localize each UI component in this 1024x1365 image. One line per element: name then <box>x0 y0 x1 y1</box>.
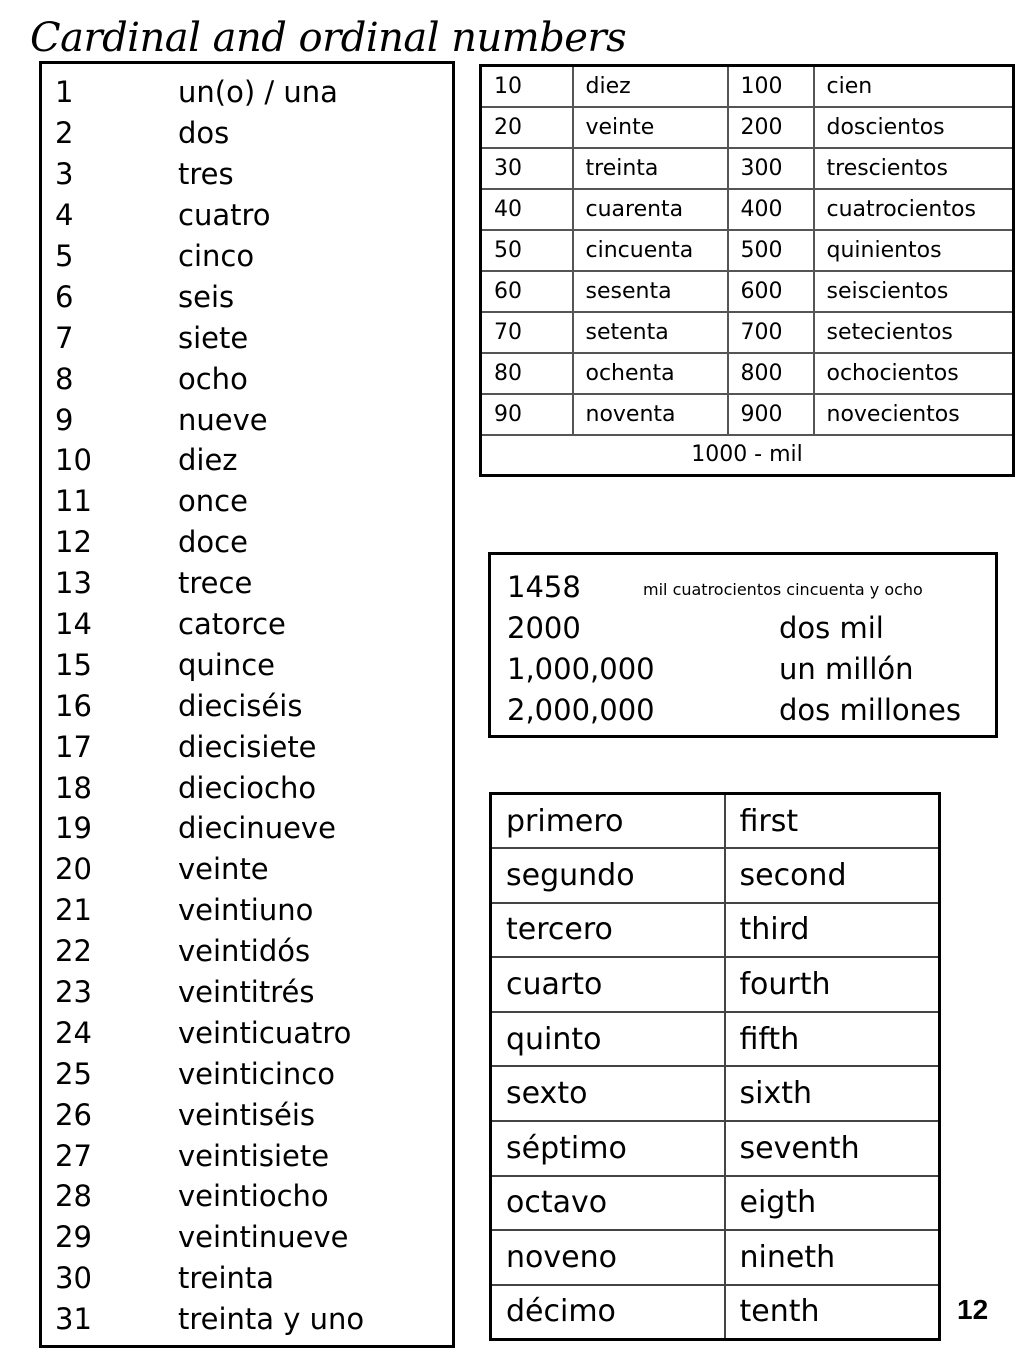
table-row <box>481 107 1014 148</box>
large-number-word: mil cuatrocientos cincuenta y ocho <box>643 580 923 599</box>
table-row <box>491 1230 940 1285</box>
cardinal-number: 25 <box>55 1056 92 1091</box>
ordinal-english: second <box>725 848 940 903</box>
list-item <box>42 317 452 358</box>
ordinal-spanish: primero <box>491 794 725 849</box>
cardinal-number: 4 <box>55 198 74 233</box>
cardinal-word: once <box>178 484 248 519</box>
large-number: 2000 <box>507 610 581 645</box>
cardinal-word: veintiocho <box>178 1179 329 1214</box>
hundreds-word: seiscientos <box>814 271 1014 312</box>
tens-word: ochenta <box>573 353 728 394</box>
cardinal-word: cinco <box>178 239 255 273</box>
list-item <box>42 1258 452 1299</box>
cardinal-word: catorce <box>178 607 286 642</box>
tens-word: cincuenta <box>573 230 728 271</box>
tens-number: 70 <box>481 312 573 353</box>
table-row <box>491 1121 940 1176</box>
hundreds-word: cien <box>814 66 1014 107</box>
list-item <box>42 604 452 645</box>
cardinal-number: 3 <box>55 157 74 192</box>
hundreds-number: 600 <box>728 271 814 312</box>
page-number: 12 <box>957 1294 989 1325</box>
ordinal-spanish: noveno <box>491 1230 725 1285</box>
hundreds-number: 200 <box>728 107 814 148</box>
cardinal-word: tres <box>178 157 234 192</box>
table-row <box>491 957 940 1012</box>
cardinal-word: nueve <box>178 402 268 437</box>
tens-number: 10 <box>481 66 573 107</box>
table-row <box>481 394 1014 435</box>
table-row <box>481 435 1014 476</box>
thousand-cell: 1000 - mil <box>481 435 1014 476</box>
ordinal-spanish: segundo <box>491 848 725 903</box>
cardinal-number: 29 <box>55 1220 92 1255</box>
ordinal-english: tenth <box>725 1285 940 1340</box>
hundreds-number: 100 <box>728 66 814 107</box>
list-item <box>42 236 452 277</box>
ordinal-english: seventh <box>725 1121 940 1176</box>
cardinal-word: treinta <box>178 1261 275 1296</box>
table-row <box>491 848 940 903</box>
ordinal-spanish: octavo <box>491 1176 725 1231</box>
table-row <box>491 794 940 849</box>
cardinal-number: 19 <box>55 811 92 846</box>
ordinal-english: nineth <box>725 1230 940 1285</box>
tens-number: 90 <box>481 394 573 435</box>
list-item <box>42 726 452 767</box>
cardinal-number: 31 <box>55 1302 92 1337</box>
cardinal-word: veinticinco <box>178 1056 335 1091</box>
list-item <box>42 1053 452 1094</box>
hundreds-word: doscientos <box>814 107 1014 148</box>
list-item <box>507 689 995 730</box>
tens-word: treinta <box>573 148 728 189</box>
cardinal-number: 22 <box>55 934 92 969</box>
list-item <box>507 648 995 689</box>
cardinal-number: 9 <box>55 402 74 437</box>
cardinal-number: 16 <box>55 688 92 723</box>
list-item <box>42 276 452 317</box>
ordinal-numbers-table <box>489 792 941 1341</box>
cardinal-word: veinticuatro <box>178 1015 352 1050</box>
cardinal-word: dieciocho <box>178 770 317 805</box>
large-number-word: dos millones <box>779 692 961 727</box>
cardinal-word: quince <box>178 647 276 682</box>
tens-word: cuarenta <box>573 189 728 230</box>
tens-word: veinte <box>573 107 728 148</box>
list-item <box>42 1094 452 1135</box>
list-item <box>42 644 452 685</box>
table-row <box>481 353 1014 394</box>
cardinal-numbers-list <box>39 61 455 1348</box>
cardinal-number: 20 <box>55 852 92 887</box>
cardinal-word: un(o) / una <box>178 75 338 110</box>
cardinal-word: diecisiete <box>178 729 317 764</box>
ordinal-english: third <box>725 903 940 958</box>
cardinal-word: veintidós <box>178 934 311 969</box>
tens-number: 30 <box>481 148 573 189</box>
cardinal-number: 8 <box>55 361 74 396</box>
cardinal-number: 13 <box>55 566 92 601</box>
cardinal-number: 5 <box>55 239 74 273</box>
tens-hundreds-table <box>479 64 1015 477</box>
list-item <box>42 1299 452 1340</box>
hundreds-number: 700 <box>728 312 814 353</box>
list-item <box>42 358 452 399</box>
ordinal-english: first <box>725 794 940 849</box>
table-row <box>481 148 1014 189</box>
cardinal-word: veintiuno <box>178 893 314 928</box>
table-row <box>481 312 1014 353</box>
cardinal-number: 23 <box>55 975 92 1010</box>
hundreds-number: 800 <box>728 353 814 394</box>
list-item <box>42 1176 452 1217</box>
list-item <box>42 685 452 726</box>
list-item <box>42 890 452 931</box>
tens-number: 60 <box>481 271 573 312</box>
cardinal-number: 6 <box>55 279 74 314</box>
hundreds-word: setecientos <box>814 312 1014 353</box>
cardinal-word: veintiséis <box>178 1097 315 1132</box>
list-item <box>42 767 452 808</box>
ordinal-spanish: cuarto <box>491 957 725 1012</box>
list-item <box>42 563 452 604</box>
list-item <box>42 1012 452 1053</box>
cardinal-word: veintisiete <box>178 1138 330 1173</box>
list-item <box>42 972 452 1013</box>
hundreds-number: 400 <box>728 189 814 230</box>
table-row <box>491 1285 940 1340</box>
cardinal-number: 11 <box>55 484 92 519</box>
hundreds-number: 500 <box>728 230 814 271</box>
large-number-word: un millón <box>779 651 914 686</box>
cardinal-number: 27 <box>55 1138 92 1173</box>
ordinal-spanish: décimo <box>491 1285 725 1340</box>
cardinal-number: 21 <box>55 893 92 928</box>
large-number-word: dos mil <box>779 610 884 645</box>
table-row <box>491 1066 940 1121</box>
hundreds-word: trescientos <box>814 148 1014 189</box>
table-row <box>481 230 1014 271</box>
tens-number: 20 <box>481 107 573 148</box>
list-item <box>42 808 452 849</box>
tens-word: setenta <box>573 312 728 353</box>
cardinal-word: diecinueve <box>178 811 336 846</box>
list-item <box>42 849 452 890</box>
hundreds-number: 300 <box>728 148 814 189</box>
list-item <box>42 931 452 972</box>
tens-word: diez <box>573 66 728 107</box>
cardinal-number: 24 <box>55 1015 92 1050</box>
ordinal-spanish: quinto <box>491 1012 725 1067</box>
cardinal-word: veintinueve <box>178 1220 349 1255</box>
list-item <box>42 72 452 113</box>
cardinal-number: 12 <box>55 525 92 560</box>
table-row <box>481 271 1014 312</box>
table-row <box>491 1176 940 1231</box>
list-item <box>42 399 452 440</box>
hundreds-number: 900 <box>728 394 814 435</box>
cardinal-number: 30 <box>55 1261 92 1296</box>
list-item <box>42 154 452 195</box>
tens-number: 80 <box>481 353 573 394</box>
table-row <box>481 66 1014 107</box>
tens-number: 40 <box>481 189 573 230</box>
cardinal-word: veintitrés <box>178 975 315 1010</box>
cardinal-number: 1 <box>55 75 74 110</box>
hundreds-word: cuatrocientos <box>814 189 1014 230</box>
cardinal-word: cuatro <box>178 198 271 233</box>
cardinal-number: 10 <box>55 443 92 478</box>
cardinal-word: trece <box>178 566 253 601</box>
cardinal-word: seis <box>178 279 235 314</box>
list-item <box>507 566 995 607</box>
cardinal-word: veinte <box>178 852 269 887</box>
cardinal-word: dieciséis <box>178 688 303 723</box>
hundreds-word: ochocientos <box>814 353 1014 394</box>
ordinal-english: sixth <box>725 1066 940 1121</box>
table-row <box>481 189 1014 230</box>
list-item <box>42 1135 452 1176</box>
cardinal-number: 15 <box>55 647 92 682</box>
table-row <box>491 903 940 958</box>
tens-word: noventa <box>573 394 728 435</box>
tens-number: 50 <box>481 230 573 271</box>
large-number: 2,000,000 <box>507 692 655 727</box>
ordinal-spanish: sexto <box>491 1066 725 1121</box>
page-title: Cardinal and ordinal numbers <box>30 15 627 61</box>
cardinal-number: 14 <box>55 607 92 642</box>
ordinal-spanish: séptimo <box>491 1121 725 1176</box>
list-item <box>42 1217 452 1258</box>
cardinal-number: 7 <box>55 320 74 355</box>
cardinal-word: siete <box>178 320 249 355</box>
list-item <box>42 113 452 154</box>
list-item <box>42 522 452 563</box>
ordinal-spanish: tercero <box>491 903 725 958</box>
cardinal-word: diez <box>178 443 238 478</box>
list-item <box>507 607 995 648</box>
cardinal-word: treinta y uno <box>178 1302 365 1337</box>
list-item <box>42 440 452 481</box>
ordinal-english: fifth <box>725 1012 940 1067</box>
cardinal-number: 17 <box>55 729 92 764</box>
cardinal-word: dos <box>178 116 230 151</box>
cardinal-word: ocho <box>178 361 248 396</box>
tens-word: sesenta <box>573 271 728 312</box>
list-item <box>42 481 452 522</box>
ordinal-english: eigth <box>725 1176 940 1231</box>
large-number: 1458 <box>507 569 581 604</box>
table-row <box>491 1012 940 1067</box>
large-number: 1,000,000 <box>507 651 655 686</box>
cardinal-number: 18 <box>55 770 92 805</box>
ordinal-english: fourth <box>725 957 940 1012</box>
hundreds-word: novecientos <box>814 394 1014 435</box>
list-item <box>42 195 452 236</box>
cardinal-number: 28 <box>55 1179 92 1214</box>
cardinal-number: 26 <box>55 1097 92 1132</box>
cardinal-word: doce <box>178 525 248 560</box>
large-numbers-box <box>488 552 998 738</box>
hundreds-word: quinientos <box>814 230 1014 271</box>
cardinal-number: 2 <box>55 116 74 151</box>
